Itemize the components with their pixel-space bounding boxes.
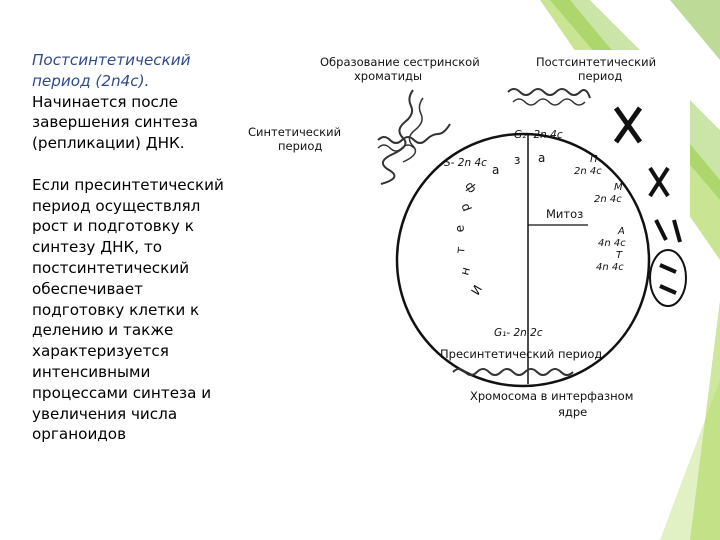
svg-text:р: р [457, 201, 473, 214]
chromatid-thread-top [378, 124, 450, 143]
label-post-2: период [578, 69, 623, 83]
svg-text:а: а [492, 163, 500, 177]
slide-text [32, 50, 224, 445]
label-sister: Образование сестринской [320, 55, 480, 69]
label-t-2: 4n 4c [596, 262, 624, 273]
label-a-2: 4n 4c [598, 238, 626, 249]
label-chrom: Хромосома в интерфазном [470, 389, 634, 403]
paragraph-2: Если пресинтетический период осуществлял рост и подготовку к синтезу ДНК, то постсинтетический обеспечивает подготовку клетки к делению и также характеризуется интенсивными процессами синтеза и увеличения числа органоидов [32, 175, 224, 444]
label-a: А [618, 226, 625, 237]
chromosome-prophase [616, 108, 640, 142]
label-g1: G₁- 2n 2c [494, 327, 543, 339]
chromosome-thread-bottom [453, 369, 573, 375]
telophase-cell [650, 250, 686, 306]
label-mitosis: Митоз [546, 207, 584, 221]
label-m: М [614, 182, 623, 193]
subtitle: Постсинтетический период (2n4c). [32, 51, 191, 90]
label-s: S- 2n 4c [444, 157, 487, 169]
label-t: Т [616, 250, 623, 261]
cell-cycle-figure [238, 50, 690, 424]
svg-text:а: а [538, 151, 546, 165]
label-synth: Синтетический [248, 125, 342, 139]
label-sister-2: хроматиды [354, 69, 423, 83]
label-p-2: 2n 4c [574, 166, 602, 177]
interphase-letters [452, 151, 545, 298]
svg-text:ф: ф [461, 179, 479, 197]
label-pre: Пресинтетический период [440, 347, 603, 361]
svg-text:з: з [514, 153, 521, 167]
label-post: Постсинтетический [536, 55, 657, 69]
paragraph-1: Начинается после завершения синтеза (репликации) ДНК. [32, 92, 199, 153]
label-synth-2: период [278, 139, 323, 153]
svg-text:И: И [468, 282, 486, 298]
label-p: П [590, 154, 598, 165]
svg-text:т: т [453, 246, 468, 255]
svg-text:н: н [457, 265, 473, 277]
chromosome-metaphase [650, 168, 668, 196]
chromatid-thread-post [508, 89, 590, 98]
label-g2: G₂- 2n 4c [514, 129, 563, 141]
chromosome-anaphase [656, 220, 680, 242]
label-m-2: 2n 4c [594, 194, 622, 205]
svg-text:е: е [452, 224, 467, 233]
label-chrom-2: ядре [558, 405, 588, 419]
